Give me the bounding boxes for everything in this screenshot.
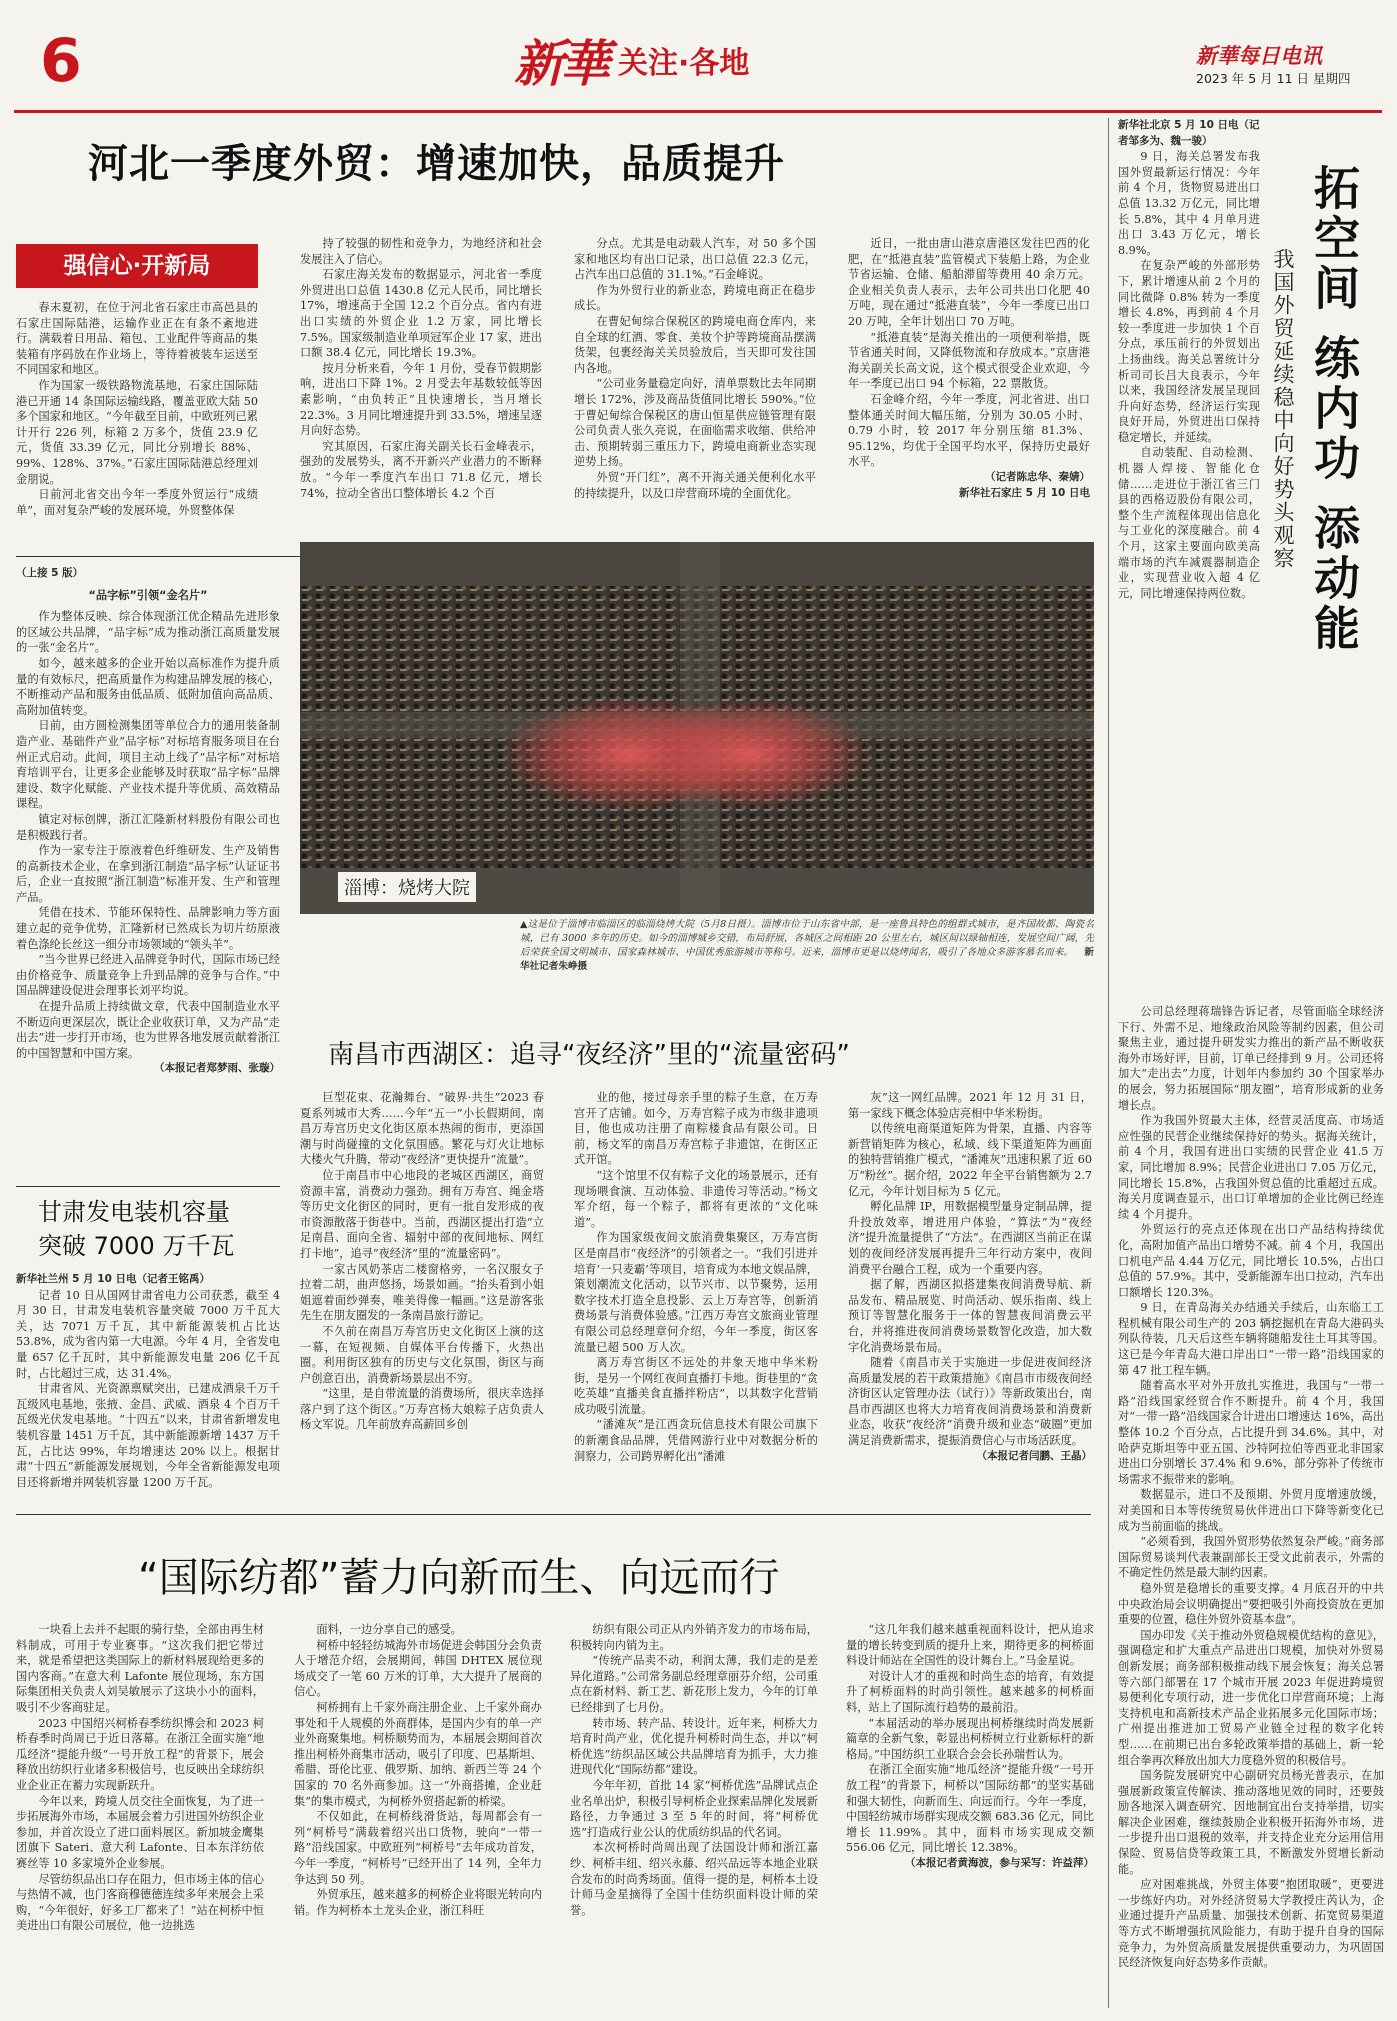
paragraph: 位于南昌市中心地段的老城区西湖区，商贸资源丰富，消费动力强劲。拥有万寿宫、绳金塔等历史文化街区的同时，更有一批自发形成的夜市资源散落于街巷中。当前，西湖区提出打造“立足南昌、面向全省、辐射中部的夜间地标、网红打卡地”，追寻“夜经济”里的“流量密码”。 [300,1168,544,1260]
photo-overlay-label: 淄博：烧烤大院 [338,872,476,902]
textile-col-3 [570,1622,818,2012]
gansu-column [16,1272,280,1506]
paragraph: 柯桥中轻轻纺城海外市场促进会韩国分会负责人于增范介绍，会展期间，韩国 DHTEX 展位现场成交了一笔 60 万米的订单，大大提升了展商的信心。 [294,1638,542,1699]
right-brand: 新華每日电讯 [1196,44,1322,68]
paragraph: 石家庄海关发布的数据显示，河北省一季度外贸进出口总值 1430.8 亿元人民币，同比增长 17%，增速高于全国 12.2 个百分点。省内有进出口实绩的外贸企业 1.2 万家，同比增长 7.5%。国家级制造业单项冠军企业 17 家，进出口额 38.4 亿元，同比增长 19.3%。 [300,268,542,360]
paragraph: 如今，越来越多的企业开始以高标准作为提升质量的有效标尺，把高质量作为构建品牌发展的核心，不断推动产品和服务由低品质、低附加值向高品质、高附加值转变。 [16,656,280,717]
paragraph: 究其原因，石家庄海关副关长石金峰表示，强劲的发展势头，离不开新兴产业潜力的不断释放。“今年一季度汽车出口 71.8 亿元，增长 74%，拉动全省出口整体增长 4.2 个百 [300,439,542,500]
paragraph: 外贸承压，越来越多的柯桥企业将眼光转向内销。作为柯桥本土龙头企业，浙江科旺 [294,1888,542,1917]
bbq-aerial-image [300,542,1094,914]
paragraph: 今年年初，首批 14 家“柯桥优选”品牌试点企业名单出炉，积极引导柯桥企业探索品牌化发展新路径，力争通过 3 至 5 年的时间，将“柯桥优选”打造成行业公认的优质纺织品的代名词。 [570,1778,818,1839]
sidebar-top-column [1118,118,1260,1000]
paragraph: 灰”这一网红品牌。2021 年 12 月 31 日，第一家线下概念体验店亮相中华米粉街。 [848,1091,1092,1120]
dateline: 新华社北京 5 月 10 日电（记者邹多为、魏一骏） [1118,119,1260,147]
issue-date: 2023 年 5 月 11 日 星期四 [1196,71,1351,86]
paragraph: “传统产品卖不动，利润太薄，我们走的是差异化道路。”公司常务副总经理章丽芬介绍，公司重点在新材料、新工艺、新花形上发力，今年的订单已经排到了七月份。 [570,1654,818,1714]
subhead: “品字标”引领“金名片” [88,588,208,602]
hebei-col-1 [16,300,258,550]
textile-col-4 [846,1622,1094,2012]
paragraph: 作为一家专注于原液着色纤维研发、生产及销售的高新技术企业，在拿到浙江制造“品字标”认证证书后，企业一直按照“浙江制造”标准开发、生产和管理产品。 [16,844,280,904]
paragraph: 作为我国外贸最大主体，经营灵活度高、市场适应性强的民营企业继续保持好的势头。据海关统计，前 4 个月，我国有进出口实绩的民营企业 41.5 万家，同比增加 8.9%；民营企业进出口 7.05 万亿元，同比增长 15.8%，占我国外贸总值的比重超过五成。海关月度调查显示，出口订单增加的企业比例已经连续 4 个月提升。 [1118,1114,1384,1221]
paragraph: 纺织有限公司正从内外销齐发力的市场布局，积极转向内销为主。 [570,1623,818,1652]
paragraph: “这个馆里不仅有粽子文化的场景展示，还有现场喂食演、互动体验、非遗传习等活动。”杨文军介绍，每一个粽子，都将有更浓的“文化味道”。 [574,1168,818,1229]
paragraph: 业的他，接过母亲手里的粽子生意，在万寿宫开了店铺。如今，万寿宫粽子成为市级非遗项目，他也成功注册了南粽楼食品有限公司。日前，杨文军的南昌万寿宫粽子非遗馆，在街区正式开馆。 [574,1091,818,1167]
headline-textile: “国际纺都”蓄力向新而生、向远而行 [138,1555,780,1601]
sidebar-column [1118,1004,1384,2012]
caption-text: ▲这是位于淄博市临淄区的临淄烧烤大院（5月8日摄）。淄博市位于山东省中部，是一座鲁具特色的组群式城市，是齐国故都、陶瓷名城，已有 3000 多年的历史。如今的淄博城乡交错，布局舒展，各城区之间相距 20 公里左右，城区间以绿轴相连，发展空间广阔，先后荣获全国文明城市、国家森林城市、中国优秀旅游城市等称号。近来，淄博市更是以烧烤闻名，吸引了各地众多游客慕名而来。 [520,919,1094,958]
page-number: 6 [40,26,82,96]
sidebar-divider [1108,118,1109,2008]
paragraph: 以传统电商渠道矩阵为骨架，直播、内容等新营销矩阵为核心，私域、线下渠道矩阵为画面的独特营销推广模式，“潘滩灰”迅速积累了近 60 万“粉丝”。据介绍，2022 年全平台销售额为 2.7 亿元，今年计划目标为 5 亿元。 [848,1122,1092,1198]
paragraph: “本届活动的举办展现出柯桥继续时尚发展新篇章的全新气象，彰显出柯桥树立行业新标杆的新格局。”中国纺织工业联合会会长孙瑞哲认为。 [846,1716,1094,1761]
paragraph: 离万寿宫街区不远处的井象天地中华米粉街，是另一个网红夜间直播打卡地。街巷里的“贪吃英雄”直播美食直播拌粉店”，以其数字化营销成功吸引流量。 [574,1356,818,1416]
paragraph: 不久前在南昌万寿宫历史文化街区上演的这一幕，在短视频、自媒体平台传播下，火热出圈。利用街区独有的历史与文化氛围，街区与商户创意百出，消费新场景层出不穷。 [300,1324,544,1385]
zhejiang-column [16,566,280,1178]
paragraph: 面料，一边分享自己的感受。 [316,1623,462,1636]
paragraph: 甘肃省风、光资源禀赋突出，已建成酒泉千万千瓦级风电基地，张掖、金昌、武威、酒泉 4 个百万千瓦级光伏发电基地。“十四五”以来，甘肃省新增发电装机容量 1451 万千瓦，其中新能源新增 1437 万千瓦，占比达 99%，年均增速达 20% 以上。根据甘肃“十四五”新能源发展规划，今年全省新能源发电项目还将新增并网装机容量 1200 万千瓦。 [16,1382,280,1489]
byline: （记者陈忠华、秦婧） [985,470,1090,483]
paragraph: 外贸“开门红”，离不开海关通关便利化水平的持续提升，以及口岸营商环境的全面优化。 [574,470,816,500]
paragraph: 在复杂严峻的外部形势下，累计增速从前 2 个月的同比微降 0.8% 转为一季度增长 4.8%，再到前 4 个月较一季度进一步加快 1 个百分点，承压前行的外贸划出上扬曲线。海关总署统计分析司司长吕大良表示，今年以来，我国经济发展呈现回升向好态势，经济运行实现良好开局，外贸进出口保持稳定增长，并延续。 [1118,259,1260,444]
gansu-headline-1: 甘肃发电装机容量 [38,1198,230,1226]
paragraph: 应对困难挑战，外贸主体要“抱团取暖”，更要进一步练好内功。对外经济贸易大学教授庄芮认为，企业通过提升产品质量、加强技术创新、拓宽贸易渠道等方式不断增强抗风险能力，有助于提升自身的国际竞争力，为外贸高质量发展提供重要动力，为巩固国民经济恢复向好态势多作贡献。 [1118,1878,1384,1970]
paragraph: 持了较强的韧性和竞争力，为地经济和社会发展注入了信心。 [300,237,542,266]
paragraph: 9 日，在青岛海关办结通关手续后，山东临工工程机械有限公司生产的 203 辆挖掘机在青岛大港码头列队待装，几天后这些车辆将随船发往土耳其等国。这已是今年青岛大港口岸出口“一带一路”沿线国家的第 47 批工程车辆。 [1118,1301,1384,1377]
hebei-col-3 [574,236,816,550]
byline: （本报记者闫鹏、王晶） [976,1449,1092,1462]
sidebar-title: 拓空间 练内功 添动能 [1307,164,1361,655]
paragraph: 按月分析来看，今年 1 月份，受春节假期影响，进出口下降 1%。2 月受去年基数较低等因素影响，“由负转正”且快速增长，当月增长 22.3%。3 月同比增速提升到 33.5%，增速呈逐月向好态势。 [300,361,542,438]
photo-credit: 新华社记者朱峥摄 [520,947,1094,972]
photo-caption [520,918,1094,974]
paragraph: 公司总经理蒋瑞锋告诉记者，尽管面临全球经济下行、外需不足、地缘政治风险等制约因素，但公司聚焦主业，通过提升研发实力推出的新产品不断收获海外市场好评，目前，订单已经排到 9 月。公司还将加大“走出去”力度，计划年内参加约 30 个国家举办的展会，努力拓展国际“朋友圈”，培育形成新的业务增长点。 [1118,1005,1384,1112]
paragraph: 日前，由方圆检测集团等单位合力的通用装备制造产业、基础件产业“品字标”对标培育服务项目在台州正式启动。此间，项目主动上线了“品字标”对标培育培训平台，让更多企业能够及时获取“品字标”品牌建设、数字化赋能、产业技术提升等优质、高效精品课程。 [16,719,280,811]
paragraph: 孵化品牌 IP，用数据模型量身定制品牌，提升投放效率，增进用户体验，“算法”为“夜经济”提升流量提供了“方法”。在西湖区当前正在谋划的夜间经济发展再提升三年行动方案中，夜间消费平台融合工程，成为一个重要内容。 [848,1200,1092,1276]
photo-bbq-courtyard [300,542,1094,914]
brand-logo: 新華 [514,34,606,93]
paragraph: 尽管纺织品出口存在阻力，但市场主体的信心与热情不减，也门客商穆德德连续多年来展会上采购，“今年很好，好多工厂都来了！”站在柯桥中恒美进出口有限公司展位，他一边挑选 [16,1872,264,1933]
paragraph: 外贸运行的亮点还体现在出口产品结构持续优化，高附加值产品出口增势不减。前 4 个月，我国出口机电产品 4.44 万亿元，同比增长 10.5%，占出口总值的 57.9%。其中，受新能源车出口拉动，汽车出口额增长 120.3%。 [1118,1223,1384,1299]
section-header [514,30,750,93]
kicker-badge: 强信心·开新局 [16,244,258,288]
dateline: 新华社兰州 5 月 10 日电（记者王铭禹） [16,1273,211,1285]
section-title: 关注·各地 [618,46,750,81]
paragraph: 石金峰介绍，今年一季度，河北省进、出口整体通关时间大幅压缩，分别为 30.05 小时、0.79 小时，较 2017 年分别压缩 81.3%、95.12%，均优于全国平均水平，保持历史最好水平。 [848,392,1090,469]
paragraph: 国务院发展研究中心副研究员杨光普表示，在加强展新政策宣传解读、推动落地见效的同时，还要鼓励各地深入调查研究、因地制宜出台支持举措，切实解决企业困难，继续鼓励企业积极开拓海外市场，进一步提升出口退税的效率，并支持企业充分运用信用保险、贸易信贷等政策工具，不断激发外贸增长新动能。 [1118,1769,1384,1876]
nanchang-bottom-rule [16,1514,1091,1515]
paragraph: “当今世界已经进入品牌竞争时代，国际市场已经由价格竞争、质量竞争上升到品牌的竞争与合作。”中国品牌建设促进会理事长刘平均说。 [16,953,280,998]
textile-col-1 [16,1622,264,2012]
dateline: 新华社石家庄 5 月 10 日电 [958,486,1090,499]
paragraph: “公司业务量稳定向好，清单票数比去年同期增长 172%，涉及商品货值同比增长 590%。”位于曹妃甸综合保税区的唐山恒星供应链管理有限公司负责人张久亮说，在面临需求收缩、供给冲击、预期转弱三重压力下，跨境电商新业态实现逆势上扬。 [574,377,816,469]
paragraph: 镇定对标创牌，浙江汇隆新材料股份有限公司也是积极践行者。 [16,812,280,842]
paragraph: 随着高水平对外开放扎实推进，我国与“一带一路”沿线国家经贸合作不断提升。前 4 个月，我国对“一带一路”沿线国家合计进出口增速达 16%，高出整体 10.2 个百分点，占比提升到 34.6%。其中，对哈萨克斯坦等中亚五国、沙特阿拉伯等西亚北非国家进出口分别增长 37.4% 和 9.6%，部分弥补了传统市场需求不振带来的影响。 [1118,1379,1384,1486]
paragraph: 日前河北省交出今年一季度外贸运行“成绩单”，面对复杂严峻的发展环境，外贸整体保 [16,488,258,517]
paragraph: “抵港直装”是海关推出的一项便利举措，既节省通关时间，又降低物流和存放成本。”京唐港海关副关长高文说，这个模式很受企业欢迎，今年一季度已出口 94 个标箱，22 票散货。 [848,330,1090,391]
paragraph: 记者 10 日从国网甘肃省电力公司获悉，截至 4 月 30 日，甘肃发电装机容量突破 7000 万千瓦大关，达 7071 万千瓦，其中新能源装机占比达 53.8%，成为省内第一大电源。今年 4 月，全省发电量 657 亿千瓦时，其中新能源发电量 206 亿千瓦时，占比超过三成，达 31.4%。 [16,1288,280,1380]
paragraph: 转市场、转产品、转设计。近年来，柯桥大力培育时尚产业，优化提升柯桥时尚生态，并以“柯桥优选”纺织品区域公共品牌培育为抓手，大力推进现代化“国际纺都”建设。 [570,1716,818,1777]
paragraph: 一块看上去并不起眼的骑行垫，全部由再生材料制成，可用于专业赛事。“这次我们把它带过来，就是希望把这类国际上的新材料展现给更多的国内客商。”在意大利 Lafonte 展位现场，东方国际集团相关负责人刘吴敏展示了这块小小的面料，吸引不少客商驻足。 [16,1623,264,1714]
paragraph: 随着《南昌市关于实施进一步促进夜间经济高质量发展的若干政策措施》《南昌市市级夜间经济街区认定管理办法（试行）》等新政策出台，南昌市西湖区也将大力培育夜间消费场景和消费新业态，收获“夜经济”消费升级和业态“破圈”更加满足消费新需求，提振消费信心与市场活跃度。 [848,1356,1092,1448]
paragraph: 2023 中国绍兴柯桥春季纺织博会和 2023 柯桥春季时尚周已于近日落幕。在浙江全面实施“地瓜经济”提能升级“一号开放工程”的背景下，展会释放出纺织行业诸多积极信号，也反映出全球纺织业企业正在蓄力实现新跃升。 [16,1716,264,1792]
paragraph: “必须看到，我国外贸形势依然复杂严峻。”商务部国际贸易谈判代表兼副部长王受文此前表示，外需的不确定性仍然是最大制约因素。 [1118,1535,1384,1580]
paragraph: 凭借在技术、节能环保特性、品牌影响力等方面建立起的竞争优势，汇隆新材已然成长为切片纺原液着色涤纶长丝这一细分市场领域的“领头羊”。 [16,906,280,951]
continued-label: （上接 5 版） [16,567,84,579]
paragraph: 据了解，西湖区拟搭建集夜间消费导航、新品发布、精品展览、时尚活动、娱乐指南、线上预订等智慧化服务于一体的智慧夜间消费云平台，并将推进夜间消费场景数智化改造，加大数字化消费场景布局。 [848,1278,1092,1354]
paragraph: 春末夏初，在位于河北省石家庄市高邑县的石家庄国际陆港，运输作业正在有条不紊地进行。满载着日用品、箱包、工业配件等商品的集装箱有序码放在作业场上，等待着被装车运送至不同国家和地区。 [16,301,258,377]
paragraph: 在曹妃甸综合保税区的跨境电商仓库内，来自全球的红酒、零食、美妆个护等跨境商品摆满货架，包裹经海关关员验放后，当天即可发往国内各地。 [574,314,816,375]
byline: （本报记者黄海波，参与采写：许益萍） [905,1856,1094,1869]
paragraph: 稳外贸是稳增长的重要支撑。4 月底召开的中共中央政治局会议明确提出“要把吸引外商投资放在更加重要的位置，稳住外贸外资基本盘”。 [1118,1581,1384,1627]
byline: （本报记者郑梦雨、张璇） [154,1062,280,1075]
paragraph: 9 日，海关总署发布我国外贸最新运行情况：今年前 4 个月，货物贸易进出口总值 13.32 万亿元，同比增长 5.8%，其中 4 月单月进出口 3.43 万亿元，增长 8.9%。 [1118,150,1260,257]
paragraph: 自动装配、自动检测、机器人焊接、智能化仓储……走进位于浙江省三门县的西格迈股份有限公司，整个生产流程体现出信息化与工业化的深度融合。前 4 个月，这家主要面向欧美高端市场的汽车减震器制造企业，实现营业收入超 4 亿元，同比增速保持两位数。 [1118,446,1260,600]
textile-col-2 [294,1622,542,2012]
zhejiang-bottom-rule [16,1186,280,1187]
gansu-headline-2: 突破 7000 万千瓦 [38,1232,235,1260]
paragraph: 作为整体反映、综合体现浙江优企精品先进形象的区域公共品牌，“品字标”成为推动浙江高质量发展的一张“金名片”。 [16,610,280,655]
paragraph: 对设计人才的重视和时尚生态的培育，有效提升了柯桥面料的时尚引领性。越来越多的柯桥面料，站上了国际流行趋势的最前沿。 [846,1669,1094,1714]
paragraph: 作为国家一级铁路物流基地，石家庄国际陆港已开通 14 条国际运输线路，覆盖亚欧大陆 50 多个国家和地区。“今年截至目前，中欧班列已累计开行 226 列，标箱 2 万多个，货值 23.9 亿元，货值 33.39 亿元，同比分别增长 88%、99%、128%、37%。”石家庄国际陆港总经理刘金朋说。 [16,378,258,486]
paragraph: 数据显示，进口不及预期、外贸月度增速放缓，对美国和日本等传统贸易伙伴进出口下降等新变化已成为当前面临的挑战。 [1118,1488,1384,1533]
paragraph: 不仅如此，在柯桥线滑货站，每周都会有一列“柯桥号”满载着绍兴出口货物，驶向“一带一路”沿线国家。中欧班列“柯桥号”去年成功首发，今年一季度，“柯桥号”已经开出了 14 列，全年力争达到 50 列。 [294,1810,542,1886]
paragraph: 本次柯桥时尚周出现了法国设计师和浙江嘉纱、柯桥丰纽、绍兴永藤、绍兴品远等本地企业联合发布的时尚秀场面。值得一提的是，柯桥本土设计师马金星摘得了全国十佳纺织面料设计师的荣誉。 [570,1841,818,1917]
hebei-col-4 [848,236,1090,550]
paragraph: “潘滩灰”是江西贪玩信息技术有限公司旗下的新潮食品品牌，凭借网游行业中对数据分析的洞察力，公司跨界孵化出“潘滩 [574,1418,818,1463]
masthead-rule [14,110,1382,113]
paragraph: 在浙江全面实施“地瓜经济”提能升级“一号开放工程”的背景下，柯桥以“国际纺都”的坚实基础和强大韧性，向新而生、向远而行。今年一季度，中国轻纺城市场群实现成交额 683.36 亿元，同比增长 11.99%。其中，面料市场实现成交额 556.06 亿元，同比增长 12.38%。 [846,1763,1094,1855]
paragraph: “这几年我们越来越重视面料设计，把从追求量的增长转变到质的提升上来，期待更多的柯桥面料设计师站在全国性的设计舞台上。”马金星说。 [846,1623,1094,1668]
nanchang-col-2 [574,1090,818,1510]
paragraph: 作为外贸行业的新业态，跨境电商正在稳步成长。 [574,283,816,313]
sidebar-subtitle: 我国外贸延续稳中向好势头观察 [1271,248,1295,570]
paragraph: 一家古风奶茶店二楼窗格旁，一名汉服女子拉着二胡，曲声悠扬，场景如画。“抬头看到小姐姐遮着面纱弹奏，唯美得像一幅画。”这是游客张先生在朋友圈发的一条南昌旅行游记。 [300,1262,544,1323]
nanchang-col-1 [300,1090,544,1510]
paragraph: 分点。尤其是电动载人汽车，对 50 多个国家和地区均有出口记录，出口总值 22.3 亿元，占汽车出口总值的 31.1%。”石金峰说。 [574,237,816,282]
headline-hebei: 河北一季度外贸：增速加快，品质提升 [88,141,785,187]
paragraph: “这里，是自带流量的消费场所，很庆幸选择落户到了这个街区。”万寿宫杨大娘粽子店负责人杨文军说。几年前放弃高薪回乡创 [300,1387,544,1432]
paragraph: 今年以来，跨境人员交往全面恢复，为了进一步拓展海外市场，本届展会着力引进国外纺织企业参加，并首次设立了进口面料展区。新加坡金鹰集团旗下 Sateri、意大利 Lafonte、日本东洋纺依赛丝等 10 多家境外企业参展。 [16,1794,264,1870]
paragraph: 作为国家级夜间文旅消费集聚区，万寿宫街区是南昌市“夜经济”的引领者之一。“我们引进并培育‘一只麦霸’等项目，培育成为本地文娱品牌，策划潮流文化活动，以节兴市、以节聚势，运用数字技术打造全息投影、云上万寿宫等，创新消费场景与消费体验感。”江西万寿宫文旅商业管理有限公司总经理章何介绍，今年一季度，街区客流量已超 500 万人次。 [574,1231,818,1354]
paragraph: 国办印发《关于推动外贸稳规模优结构的意见》，强调稳定和扩大重点产品进出口规模，加快对外贸易创新发展；商务部积极推动线下展会恢复；海关总署等六部门部署在 17 个城市开展 2023 年促进跨境贸易便利化专项行动，进一步优化口岸营商环境；上海支持机电和高新技术产品企业拓展多元化国际市场；广州提出推进加工贸易产业链全过程的数字化转型……在前期已出台多轮政策举措的基础上，新一轮组合拳再次释放出加大力度稳外贸的积极信号。 [1118,1628,1384,1767]
paragraph: 巨型花束、花瀚舞台、“破界·共生”2023 春夏系列城市大秀……今年“五一”小长假期间，南昌万寿宫历史文化街区原本热闹的街市，更添国潮与时尚碰撞的文化氛围感。繁花与灯火让地标大楼火气升腾，带动“夜经济”更快提升“流量”。 [300,1091,544,1167]
paragraph: 柯桥拥有上千家外商注册企业、上千家外商办事处和千人规模的外商群体，是国内少有的单一产业外商聚集地。柯桥顺势而为，本届展会期间首次推出柯桥外商集市活动，吸引了印度、巴基斯坦、希腊、哥伦比亚、俄罗斯、加纳、新西兰等 24 个国家的 70 名外商参加。这一“外商搭摊，企业赶集”的集市模式，为柯桥外贸搭起新的桥梁。 [294,1700,542,1808]
paragraph: 在提升品质上持续做文章，代表中国制造业水平不断迈向更深层次，既让企业收获订单，又为产品“走出去”进一步打开市场，也为世界各地发展贡献着浙江的中国智慧和中国方案。 [16,1000,280,1060]
paragraph: 近日，一批由唐山港京唐港区发往巴西的化肥，在“抵港直装”监管模式下装船上路，为企业节省运输、仓储、船舶滞留等费用 40 余万元。企业相关负责人表示，去年公司共出口化肥 40 万吨，现在通过“抵港直装”，今年一季度已出口 20 万吨，全年计划出口 70 万吨。 [848,237,1090,328]
nanchang-col-3 [848,1090,1092,1510]
hebei-col-2 [300,236,542,550]
headline-nanchang: 南昌市西湖区：追寻“夜经济”里的“流量密码” [328,1040,850,1070]
